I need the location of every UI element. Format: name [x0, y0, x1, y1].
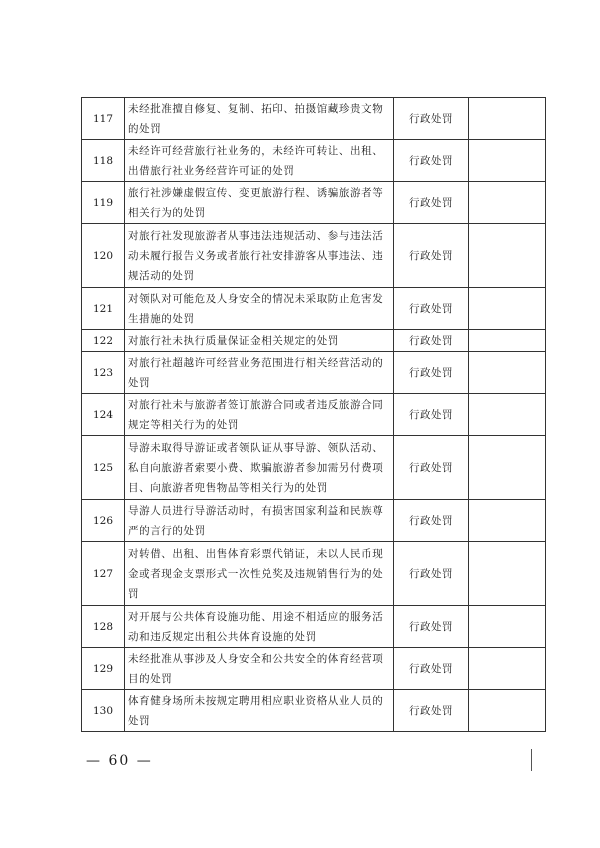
row-number: 118: [82, 140, 125, 182]
item-note: [469, 330, 546, 352]
table-row: [82, 648, 546, 690]
item-note: [469, 436, 546, 500]
item-note: [469, 394, 546, 436]
item-note: [469, 140, 546, 182]
item-type: 行政处罚: [394, 330, 469, 352]
item-description: 导游未取得导游证或者领队证从事导游、领队活动、私自向旅游者索要小费、欺骗旅游者参加需另付费项目、向旅游者兜售物品等相关行为的处罚: [125, 436, 394, 500]
item-type: 行政处罚: [394, 224, 469, 288]
row-number: 120: [82, 224, 125, 288]
item-description: 对旅行社未与旅游者签订旅游合同或者违反旅游合同规定等相关行为的处罚: [125, 394, 394, 436]
table-row: [82, 330, 546, 352]
row-number: 119: [82, 182, 125, 224]
row-number: 123: [82, 352, 125, 394]
item-description: 体育健身场所未按规定聘用相应职业资格从业人员的处罚: [125, 690, 394, 732]
row-number: 117: [82, 98, 125, 140]
table-row: [82, 394, 546, 436]
table-row: [82, 690, 546, 732]
table-row: [82, 98, 546, 140]
row-number: 129: [82, 648, 125, 690]
item-note: [469, 352, 546, 394]
item-note: [469, 606, 546, 648]
item-description: 未经批准从事涉及人身安全和公共安全的体育经营项目的处罚: [125, 648, 394, 690]
item-note: [469, 690, 546, 732]
row-number: 130: [82, 690, 125, 732]
item-type: 行政处罚: [394, 352, 469, 394]
item-description: 对领队对可能危及人身安全的情况未采取防止危害发生措施的处罚: [125, 288, 394, 330]
item-description: 未经许可经营旅行社业务的，未经许可转让、出租、出借旅行社业务经营许可证的处罚: [125, 140, 394, 182]
row-number: 125: [82, 436, 125, 500]
item-description: 对开展与公共体育设施功能、用途不相适应的服务活动和违反规定出租公共体育设施的处罚: [125, 606, 394, 648]
item-note: [469, 224, 546, 288]
item-note: [469, 98, 546, 140]
item-description: 对转借、出租、出售体育彩票代销证，未以人民币现金或者现金支票形式一次性兑奖及违规销售行为的处罚: [125, 542, 394, 606]
table-row: [82, 224, 546, 288]
row-number: 121: [82, 288, 125, 330]
item-description: 导游人员进行导游活动时，有损害国家利益和民族尊严的言行的处罚: [125, 500, 394, 542]
item-type: 行政处罚: [394, 98, 469, 140]
item-description: 旅行社涉嫌虚假宣传、变更旅游行程、诱骗旅游者等相关行为的处罚: [125, 182, 394, 224]
penalty-items-table: [81, 97, 546, 732]
item-type: 行政处罚: [394, 182, 469, 224]
row-number: 127: [82, 542, 125, 606]
table-row: [82, 182, 546, 224]
table-row: [82, 436, 546, 500]
item-note: [469, 542, 546, 606]
item-type: 行政处罚: [394, 394, 469, 436]
table-row: [82, 140, 546, 182]
item-type: 行政处罚: [394, 606, 469, 648]
table-row: [82, 542, 546, 606]
row-number: 124: [82, 394, 125, 436]
item-description: 对旅行社超越许可经营业务范围进行相关经营活动的处罚: [125, 352, 394, 394]
item-type: 行政处罚: [394, 500, 469, 542]
item-type: 行政处罚: [394, 542, 469, 606]
item-note: [469, 182, 546, 224]
row-number: 126: [82, 500, 125, 542]
row-number: 128: [82, 606, 125, 648]
item-type: 行政处罚: [394, 140, 469, 182]
item-note: [469, 288, 546, 330]
item-type: 行政处罚: [394, 690, 469, 732]
item-type: 行政处罚: [394, 288, 469, 330]
table-row: [82, 606, 546, 648]
item-note: [469, 648, 546, 690]
table-row: [82, 352, 546, 394]
item-description: 对旅行社未执行质量保证金相关规定的处罚: [125, 330, 394, 352]
row-number: 122: [82, 330, 125, 352]
page-number: — 60 —: [86, 753, 153, 769]
item-description: 对旅行社发现旅游者从事违法违规活动、参与违法活动未履行报告义务或者旅行社安排游客从事违法、违规活动的处罚: [125, 224, 394, 288]
margin-line: [531, 749, 532, 771]
table-row: [82, 288, 546, 330]
table-row: [82, 500, 546, 542]
item-type: 行政处罚: [394, 648, 469, 690]
item-type: 行政处罚: [394, 436, 469, 500]
item-note: [469, 500, 546, 542]
item-description: 未经批准擅自修复、复制、拓印、拍摄馆藏珍贵文物的处罚: [125, 98, 394, 140]
